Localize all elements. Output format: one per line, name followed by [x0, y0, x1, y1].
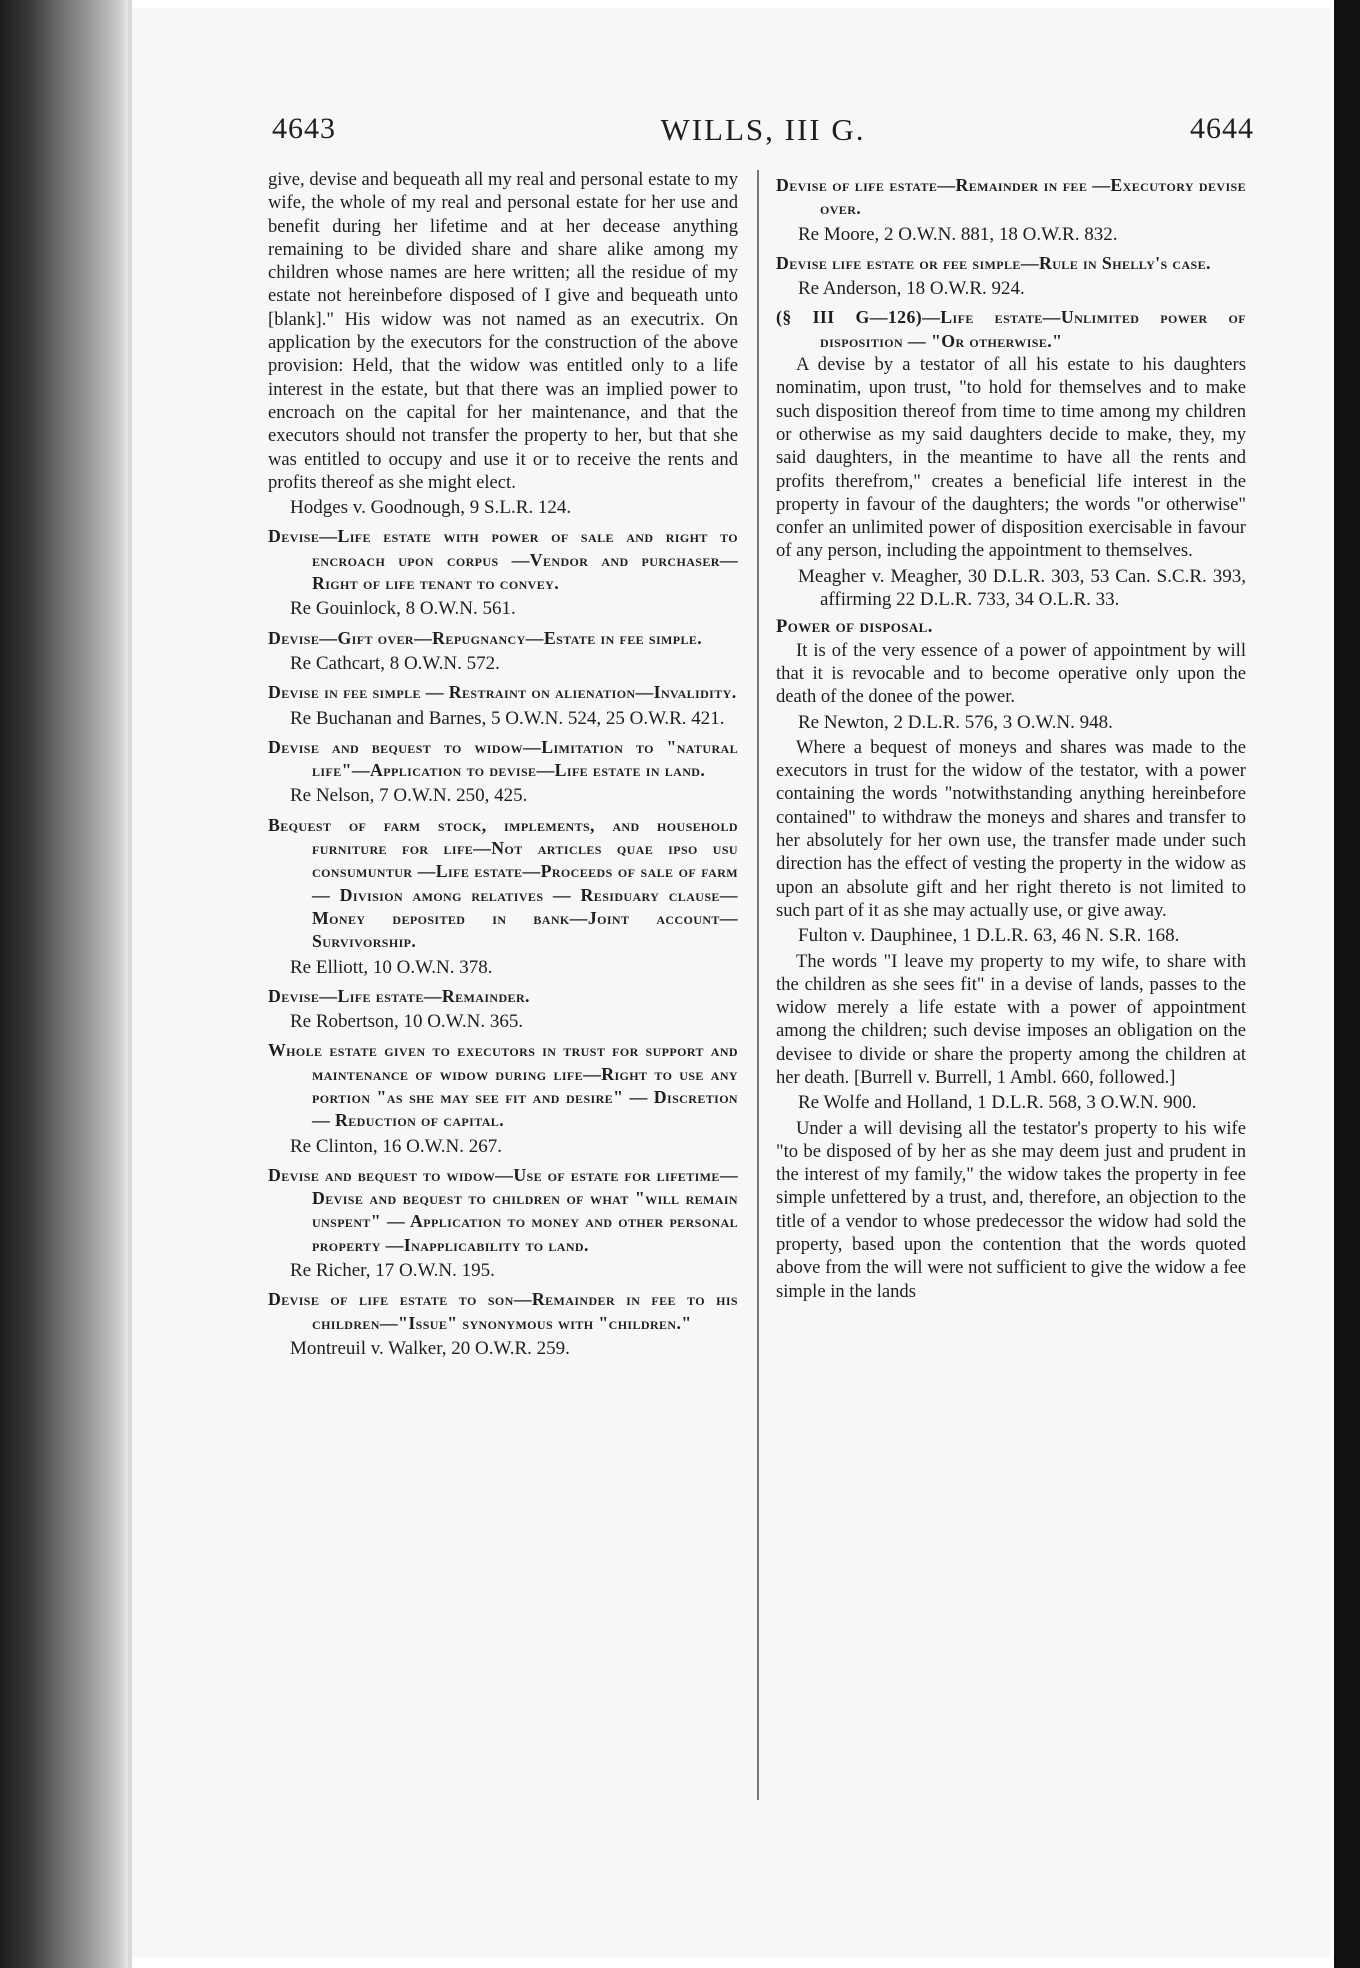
- page-number-right: 4644: [1190, 112, 1254, 145]
- case-citation: Montreuil v. Walker, 20 O.W.R. 259.: [290, 1337, 570, 1359]
- body-paragraph: Under a will devising all the testator's property to his wife "to be disposed of by her as she may deem just and prudent in the interest of my family," the widow takes the property in fee simple unfettered by a trust, and, therefore, an objection to the title of a vendor to whose predecessor the widow had sold the property, based upon the contention that the words quoted above from the will were not sufficient to give the widow a fee simple in the lands: [776, 1117, 1246, 1302]
- section-heading: Devise—Life estate—Remainder.: [268, 985, 530, 1006]
- section-heading: Devise of life estate—Remainder in fee —Executory devise over.: [776, 175, 1246, 219]
- case-citation: Re Newton, 2 D.L.R. 576, 3 O.W.N. 948.: [798, 711, 1113, 733]
- running-header: [272, 112, 1254, 152]
- body-paragraph: Where a bequest of moneys and shares was made to the executors in trust for the widow of the testator, with a power containing the words "notwithstanding anything hereinbefore contained" to withdraw the moneys and shares and transfer to her absolutely for her own use, the transfer made under such direction has the effect of vesting the property in the widow as upon an absolute gift and her right thereto is not limited to such part of it as she may actually use, or give away.: [776, 736, 1246, 921]
- body-paragraph: The words "I leave my property to my wife, to share with the children as she sees fit" in a devise of lands, passes to the widow merely a life estate with a power of appointment among the children; such devise imposes an obligation on the devisee to divide or share the property among the children at her death. [Burrell v. Burrell, 1 Ambl. 660, followed.]: [776, 950, 1246, 1088]
- section-heading: Devise life estate or fee simple—Rule in Shelly's case.: [776, 252, 1211, 273]
- section-heading: Devise in fee simple — Restraint on alienation—Invalidity.: [268, 682, 737, 703]
- case-citation: Re Wolfe and Holland, 1 D.L.R. 568, 3 O.W.N. 900.: [798, 1092, 1197, 1114]
- left-column: [268, 168, 738, 1362]
- section-heading: (§ III G—126)—Life estate—Unlimited power of disposition — "Or otherwise.": [776, 307, 1246, 351]
- book-spine-gutter: [0, 0, 130, 1968]
- case-citation: Re Richer, 17 O.W.N. 195.: [290, 1260, 495, 1282]
- section-heading: Devise of life estate to son—Remainder in fee to his children—"Issue" synonymous with "children.": [268, 1289, 738, 1333]
- case-citation: Meagher v. Meagher, 30 D.L.R. 303, 53 Can. S.C.R. 393, affirming 22 D.L.R. 733, 34 O.L.R. 33.: [798, 565, 1246, 611]
- case-citation: Re Clinton, 16 O.W.N. 267.: [290, 1135, 502, 1157]
- case-citation: Re Nelson, 7 O.W.N. 250, 425.: [290, 785, 528, 807]
- section-heading: Devise—Gift over—Repugnancy—Estate in fee simple.: [268, 627, 703, 648]
- case-citation: Re Robertson, 10 O.W.N. 365.: [290, 1011, 524, 1033]
- case-citation: Re Cathcart, 8 O.W.N. 572.: [290, 652, 500, 674]
- case-citation: Re Gouinlock, 8 O.W.N. 561.: [290, 598, 516, 620]
- case-citation: Re Anderson, 18 O.W.R. 924.: [798, 278, 1025, 300]
- case-citation: Re Buchanan and Barnes, 5 O.W.N. 524, 25 O.W.R. 421.: [290, 707, 725, 729]
- section-heading: Devise and bequest to widow—Limitation to "natural life"—Application to devise—Life estate in land.: [268, 736, 738, 781]
- case-citation: Re Moore, 2 O.W.N. 881, 18 O.W.R. 832.: [798, 223, 1118, 245]
- subheading: Power of disposal.: [776, 616, 933, 638]
- scan-right-border: [1334, 0, 1360, 1968]
- body-paragraph: give, devise and bequeath all my real and personal estate to my wife, the whole of my real and personal estate for her use and benefit during her lifetime and at her decease anything remaining to be divided share and share alike among my children whose names are here written; all the residue of my estate not hereinbefore disposed of I give and bequeath unto [blank]." His widow was not named as an executrix. On application by the executors for the construction of the above provision: Held, that the widow was entitled only to a life interest in the estate, but that there was an implied power to encroach on the capital for her maintenance, and that the executors should not transfer the property to her, but that she was entitled to occupy and use it or to receive the rents and profits thereof as she might elect.: [268, 169, 738, 493]
- right-column: [776, 168, 1246, 1303]
- section-heading: Bequest of farm stock, implements, and household furniture for life—Not articles quae ipso usu consumuntur —Life estate—Proceeds of sale of farm — Division among relatives — Residuary clause—Money deposited in bank—Joint account—Survivorship.: [268, 814, 738, 952]
- case-citation: Hodges v. Goodnough, 9 S.L.R. 124.: [290, 497, 572, 519]
- body-paragraph: A devise by a testator of all his estate to his daughters nominatim, upon trust, "to hold for themselves and to make such disposition thereof from time to time among my children or otherwise as my said daughters decide to make, they, my said daughters, in the meantime to have all the rents and profits therefrom," creates a beneficial life interest in the property in favour of the daughters; the words "or otherwise" confer an unlimited power of disposition exercisable in favour of any person, including the appointment to themselves.: [776, 354, 1246, 562]
- column-divider: [757, 170, 759, 1800]
- case-citation: Re Elliott, 10 O.W.N. 378.: [290, 956, 493, 978]
- body-paragraph: It is of the very essence of a power of appointment by will that it is revocable and to become operative only upon the death of the donee of the power.: [776, 639, 1246, 708]
- case-citation: Fulton v. Dauphinee, 1 D.L.R. 63, 46 N. S.R. 168.: [798, 925, 1180, 947]
- running-title: WILLS, III G.: [660, 112, 866, 147]
- page-number-left: 4643: [272, 112, 336, 145]
- section-heading: Devise—Life estate with power of sale and right to encroach upon corpus —Vendor and purchaser—Right of life tenant to convey.: [268, 526, 738, 594]
- section-heading: Whole estate given to executors in trust for support and maintenance of widow during life—Right to use any portion "as she may see fit and desire" — Discretion — Reduction of capital.: [268, 1040, 738, 1131]
- section-heading: Devise and bequest to widow—Use of estate for lifetime—Devise and bequest to children of what "will remain unspent" — Application to money and other personal property —Inapplicability to land.: [268, 1164, 738, 1255]
